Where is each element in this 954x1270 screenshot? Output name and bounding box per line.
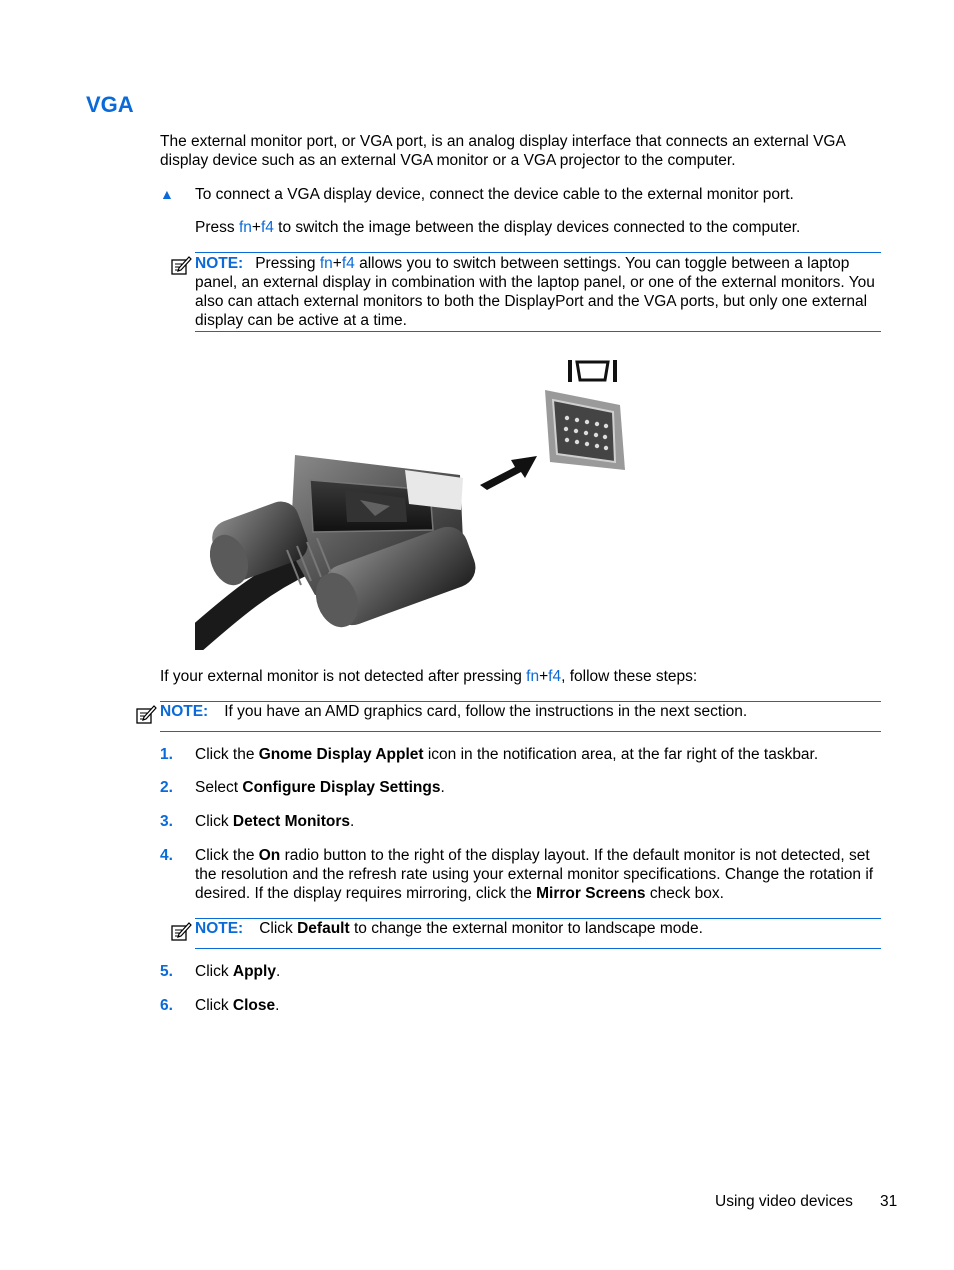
step-3 [195,812,885,831]
key-plus: + [539,668,549,685]
note-label: NOTE: [195,920,244,937]
step-6 [195,996,885,1015]
step-bold: Close [232,997,276,1014]
key-fn: fn [526,668,540,685]
bullet-marker: ▲ [160,186,174,202]
note-label: NOTE: [195,255,244,272]
press-post: to switch the image between the display devices connected to the computer. [273,219,801,236]
note-post: allows you to switch between settings. You can toggle between a laptop panel, an external display in combination with the laptop panel, or one of the external monitors. You also can attach external monitors to both the DisplayPort and the VGA ports, but only one external display can be active at a time. [195,255,875,329]
note-switch-text [195,254,881,330]
step-4 [195,846,883,903]
step-1 [195,745,885,764]
step-number: 4. [160,847,173,864]
step-post: check box. [645,885,724,902]
key-fn: fn [319,255,333,272]
step-bold: Apply [232,963,276,980]
step-pre: Click [195,997,233,1014]
step-bold: On [258,847,281,864]
step-number: 3. [160,813,173,830]
note-amd-text [160,702,881,721]
footer-section-title: Using video devices [715,1193,853,1210]
step-number: 6. [160,997,173,1014]
detect-pre: If your external monitor is not detected after pressing [160,668,527,685]
page-number: 31 [880,1193,898,1210]
note-bold: Default [297,920,350,937]
vga-port-icon [545,390,625,470]
step-post: . [275,997,280,1014]
step-pre: Click the [195,847,259,864]
key-f4: f4 [548,668,562,685]
insert-arrow-icon [480,456,537,490]
key-f4: f4 [341,255,355,272]
key-plus: + [251,219,261,236]
step-bold: Gnome Display Applet [258,746,424,763]
section-heading: VGA [86,92,134,117]
press-pre: Press [195,219,239,236]
press-instruction [195,218,885,237]
step-post: . [440,779,445,796]
step-number: 1. [160,746,173,763]
detect-paragraph [160,667,890,686]
note-icon [170,254,192,276]
vga-port-symbol-icon [568,360,617,382]
step-bold: Detect Monitors [232,813,351,830]
step-5 [195,962,885,981]
step-pre: Click [195,963,233,980]
step-post: . [350,813,355,830]
step-bold: Configure Display Settings [242,779,441,796]
step-2 [195,778,885,797]
step-pre: Select [195,779,243,796]
note-label: NOTE: [160,703,209,720]
intro-paragraph: The external monitor port, or VGA port, is an analog display interface that connects an external VGA display device such as an external VGA monitor or a VGA projector to the computer. [160,133,845,169]
note-post: to change the external monitor to landscape mode. [349,920,703,937]
step-bold: Mirror Screens [536,885,646,902]
note-pre: Click [259,920,298,937]
note-amd-body: If you have an AMD graphics card, follow the instructions in the next section. [224,703,748,720]
key-f4: f4 [260,219,274,236]
vga-connector-illustration [195,350,635,650]
step-pre: Click [195,813,233,830]
step-post: . [275,963,281,980]
note-pre: Pressing [255,255,320,272]
step-post: icon in the notification area, at the far right of the taskbar. [423,746,819,763]
key-plus: + [332,255,342,272]
step-number: 5. [160,963,173,980]
bullet-text: To connect a VGA display device, connect the device cable to the external monitor port. [195,186,794,203]
step-number: 2. [160,779,173,796]
note-default-text [195,919,881,938]
detect-post: , follow these steps: [561,668,698,685]
step-pre: Click the [195,746,259,763]
step-mid: radio button to the right of the display layout. If the default monitor is not detected, set the resolution and the refresh rate using your external monitor specifications. Change the rotation if desired. If the display requires mirroring, click the [195,847,874,902]
note-icon [135,703,157,725]
note-icon [170,920,192,942]
key-fn: fn [238,219,252,236]
